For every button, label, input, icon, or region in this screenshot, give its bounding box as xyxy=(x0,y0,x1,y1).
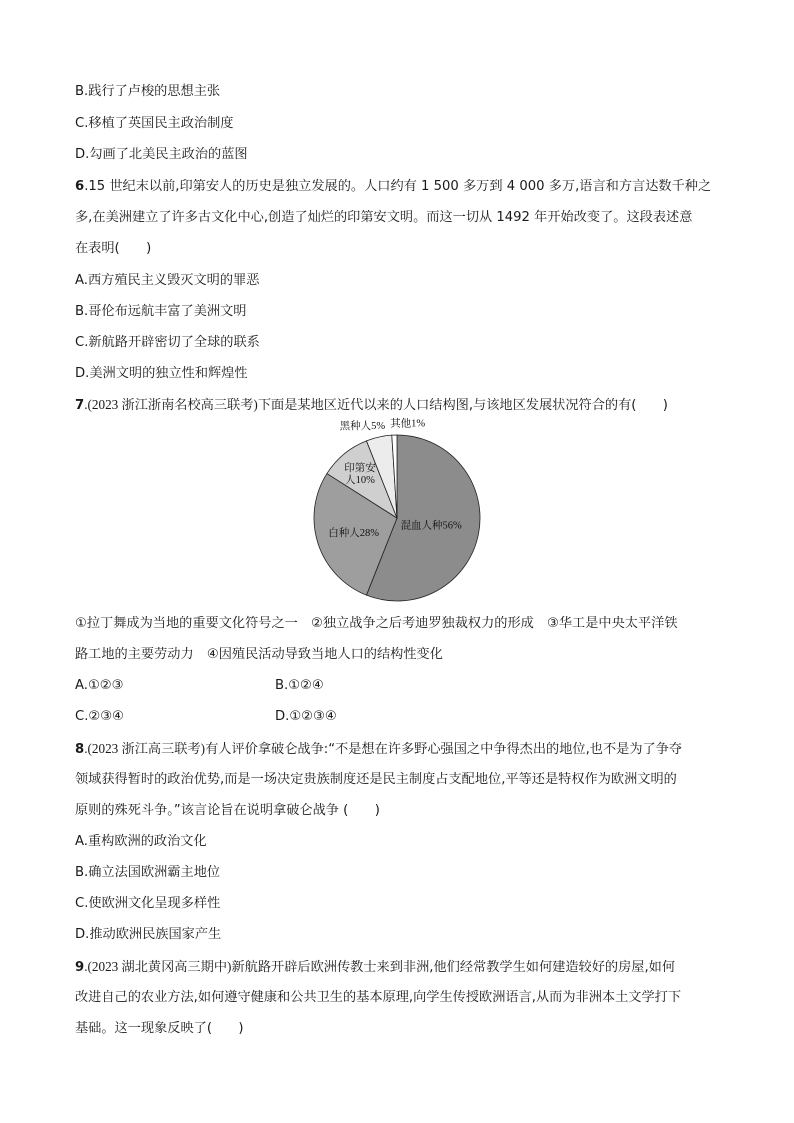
pie-label-other: 其他1% xyxy=(390,418,426,430)
q7-text: 下面是某地区近代以来的人口结构图,与该地区发展状况符合的有( ) xyxy=(257,398,668,413)
q7-option-a: A.①②③ xyxy=(75,678,124,693)
q6-number: 6 xyxy=(75,179,85,194)
q7-statements-line-1: ①拉丁舞成为当地的重要文化符号之一 ②独立战争之后考迪罗独裁权力的形成 ③华工是中央太平洋铁 xyxy=(75,616,678,631)
pie-slices xyxy=(314,435,480,601)
q8-option-a: A.重构欧洲的政治文化 xyxy=(75,834,207,849)
q9-number: 9 xyxy=(75,960,85,975)
q7-option-row-2 xyxy=(75,709,337,725)
q8-source: .(2023 浙江高三联考) xyxy=(84,741,206,756)
q8-stem-line-1 xyxy=(75,741,682,758)
q5-option-c: C.移植了英国民主政治制度 xyxy=(75,116,234,131)
q8-option-d: D.推动欧洲民族国家产生 xyxy=(75,927,222,942)
q7-number: 7 xyxy=(75,398,85,413)
q8-number: 8 xyxy=(75,742,85,757)
q8-stem-line-2: 领域获得暂时的政治优势,而是一场决定贵族制度还是民主制度占支配地位,平等还是特权作为欧洲文明的 xyxy=(75,772,677,787)
pie-label-mixed: 混血人种56% xyxy=(400,520,462,532)
q8-stem-line-3: 原则的殊死斗争。”该言论旨在说明拿破仑战争 ( ) xyxy=(75,803,380,818)
q5-option-b: B.践行了卢梭的思想主张 xyxy=(75,84,221,99)
q6-stem-line-2: 多,在美洲建立了许多古文化中心,创造了灿烂的印第安文明。而这一切从 1492 年开始改变了。这段表述意 xyxy=(75,210,693,225)
pie-label-white: 白种人28% xyxy=(328,528,379,540)
population-pie-chart xyxy=(312,415,482,610)
q7-stem xyxy=(75,397,668,414)
q8-text-1: 有人评价拿破仑战争:“不是想在许多野心强国之中争得杰出的地位,也不是为了争夺 xyxy=(205,742,683,757)
q6-option-c: C.新航路开辟密切了全球的联系 xyxy=(75,335,260,350)
q5-option-d: D.勾画了北美民主政治的蓝图 xyxy=(75,147,248,162)
q6-stem-line-1 xyxy=(75,179,711,195)
q7-option-d: D.①②③④ xyxy=(275,709,337,724)
pie-label-indigenous: 印第安人10% xyxy=(344,463,376,487)
q6-text-1: .15 世纪末以前,印第安人的历史是独立发展的。人口约有 1 500 多万到 4 000 多万,语言和方言达数千种之 xyxy=(84,179,712,194)
q9-text-1: 新航路开辟后欧洲传教士来到非洲,他们经常教学生如何建造较好的房屋,如何 xyxy=(231,960,676,975)
q7-statements-line-2: 路工地的主要劳动力 ④因殖民活动导致当地人口的结构性变化 xyxy=(75,647,443,662)
q7-option-row-1 xyxy=(75,678,324,694)
q7-source: .(2023 浙江浙南名校高三联考) xyxy=(84,397,258,412)
q8-option-b: B.确立法国欧洲霸主地位 xyxy=(75,865,221,880)
q7-option-c: C.②③④ xyxy=(75,709,124,724)
q6-option-a: A.西方殖民主义毁灭文明的罪恶 xyxy=(75,273,260,288)
q6-option-d: D.美洲文明的独立性和辉煌性 xyxy=(75,366,248,381)
q7-option-b: B.①②④ xyxy=(275,678,324,693)
q6-option-b: B.哥伦布远航丰富了美洲文明 xyxy=(75,304,247,319)
q9-source: .(2023 湖北黄冈高三期中) xyxy=(84,959,232,974)
q9-stem-line-1 xyxy=(75,959,675,976)
q9-stem-line-2: 改进自己的农业方法,如何遵守健康和公共卫生的基本原理,向学生传授欧洲语言,从而为非洲本土文学打下 xyxy=(75,990,682,1005)
q8-option-c: C.使欧洲文化呈现多样性 xyxy=(75,896,221,911)
q6-stem-line-3: 在表明( ) xyxy=(75,241,152,256)
q9-stem-line-3: 基础。这一现象反映了( ) xyxy=(75,1021,244,1036)
pie-label-black: 黑种人5% xyxy=(339,420,386,432)
